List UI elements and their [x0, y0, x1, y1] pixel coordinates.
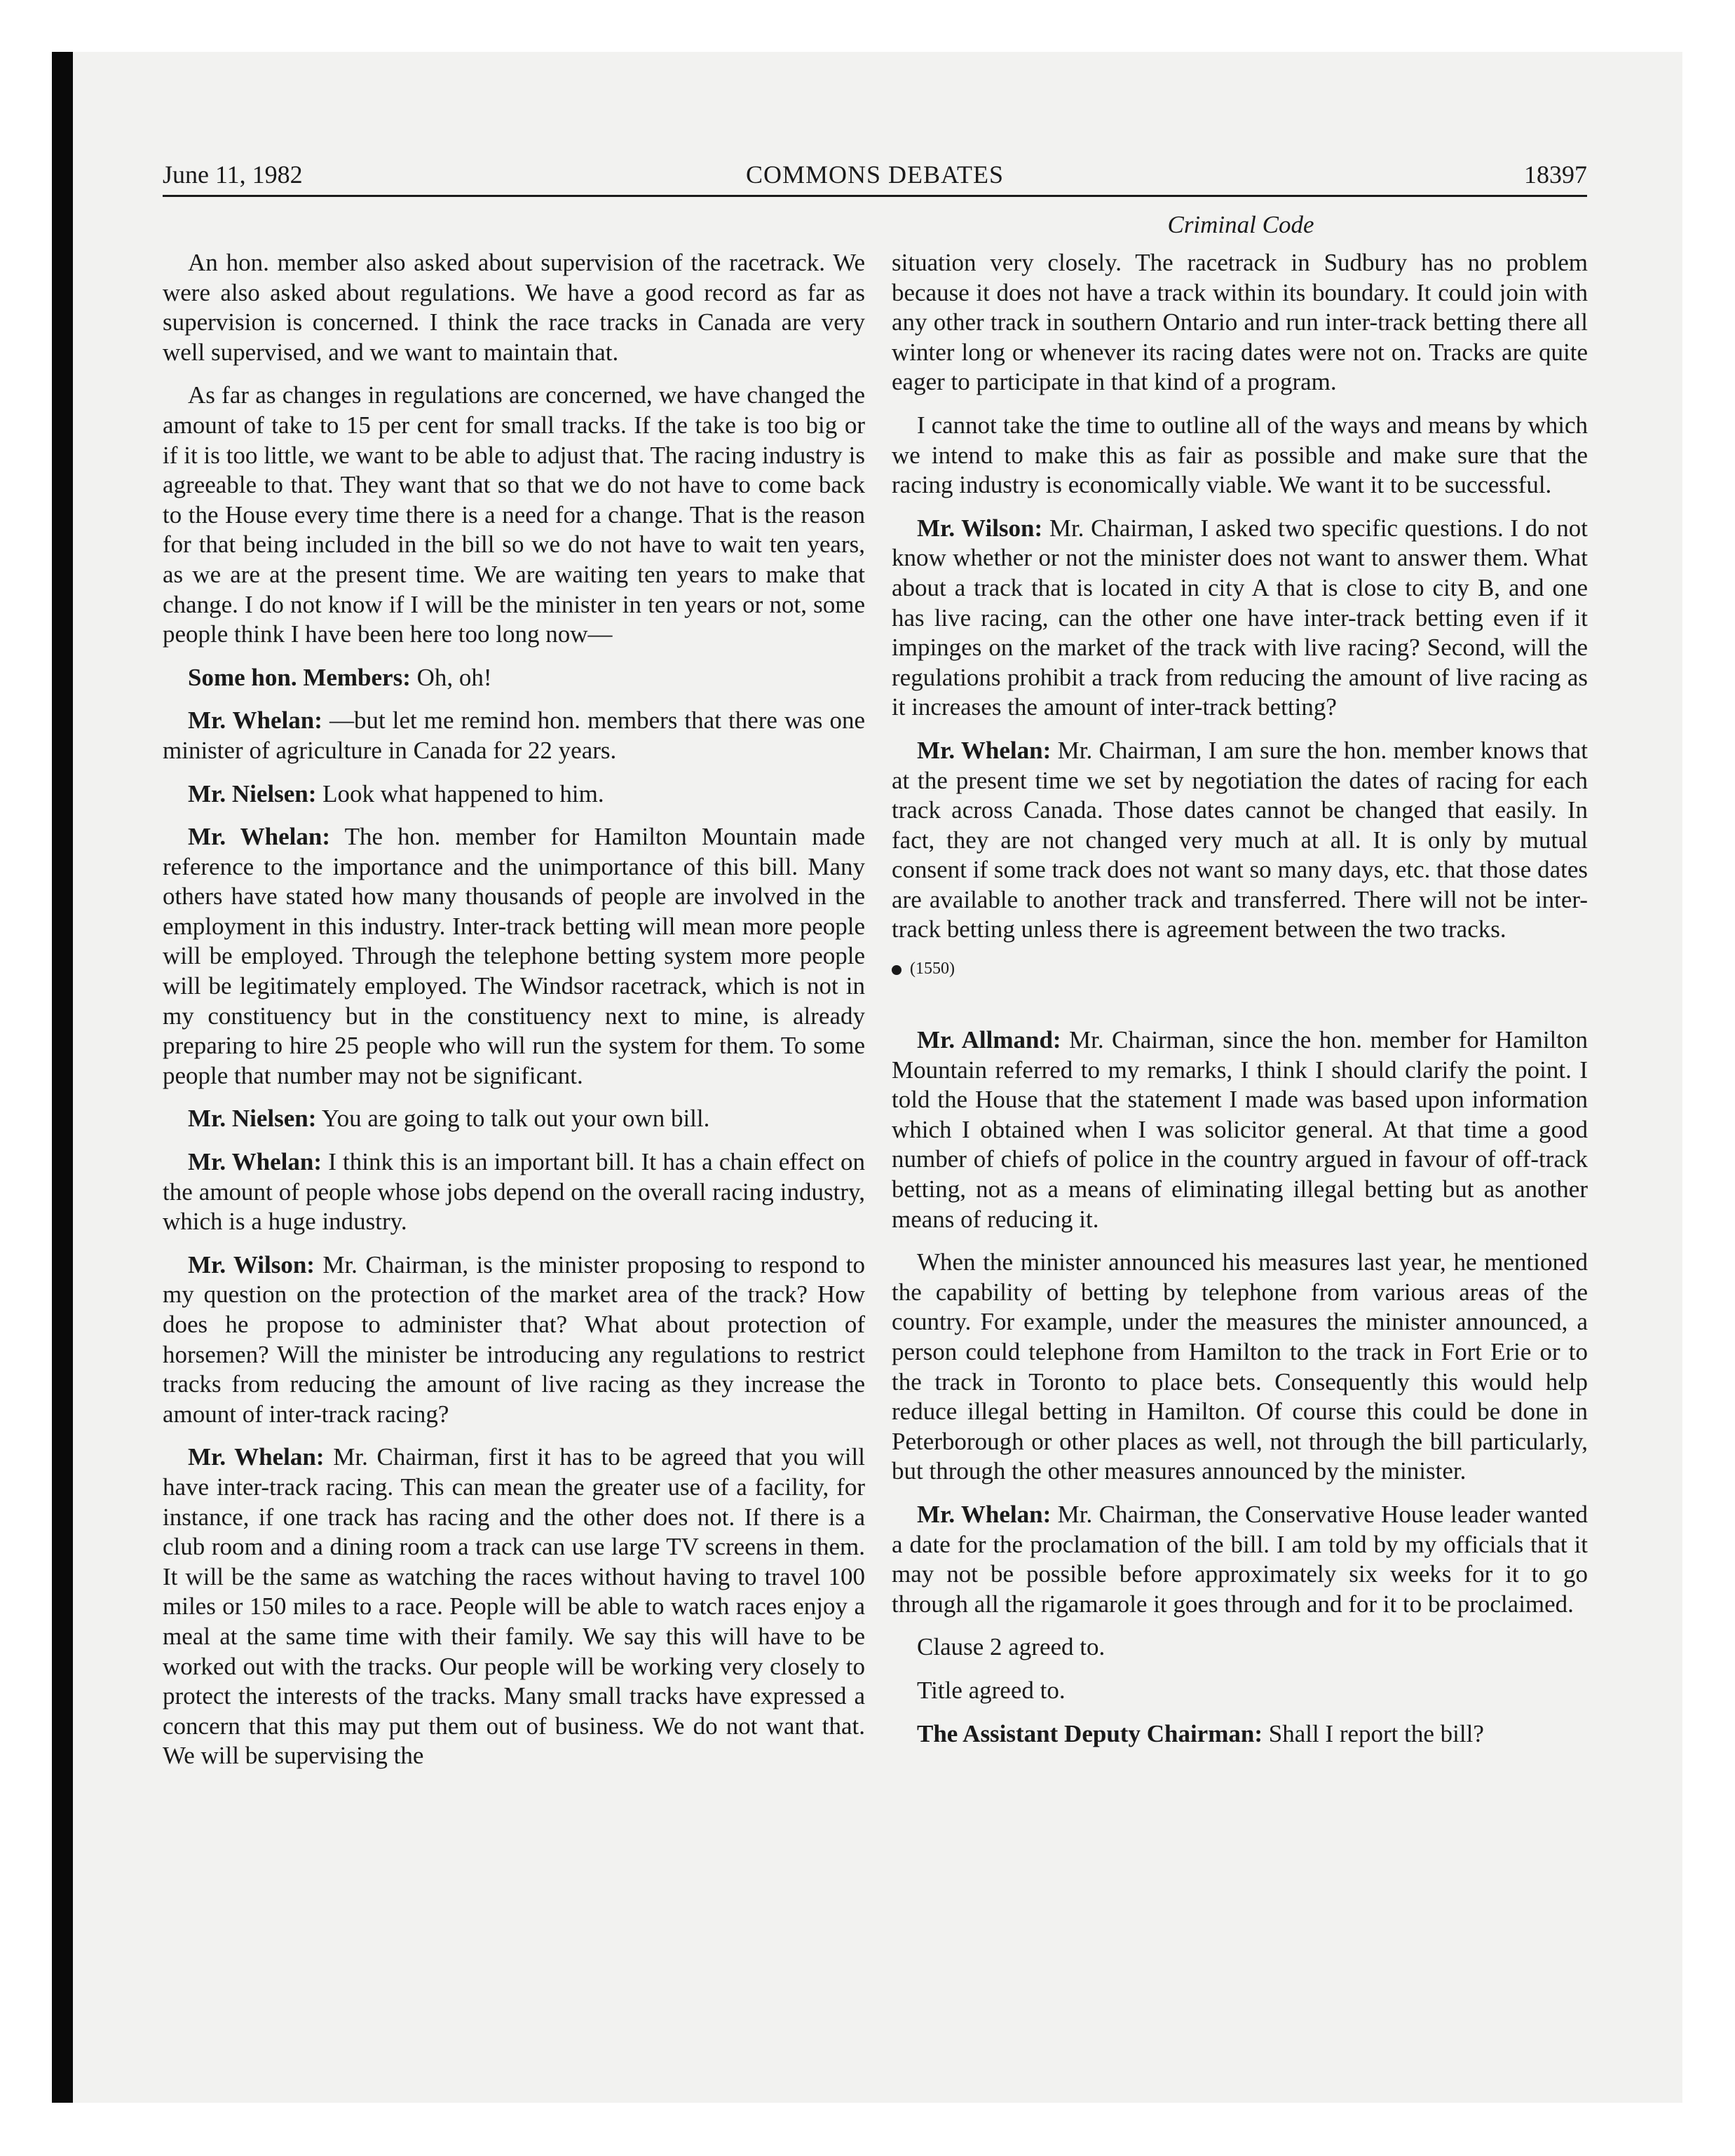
paragraph: As far as changes in regulations are concerned, we have changed the amount of take to 15 per cent for small tracks. If the take is too big or if it is too little, we want to be able to adjust that. The racing industry is agreeable to that. They want that so that we do not have to come back to the House every time there is a need for a change. That is the reason for that being included in the bill so we do not have to wait ten years, as we are at the present time. We are waiting ten years to make that change. I do not know if I will be the minister in ten years or not, some people think I have been here too long now—: [163, 381, 865, 648]
speech-text: Shall I report the bill?: [1262, 1719, 1484, 1747]
speech: [163, 663, 865, 693]
speaker-name: Mr. Wilson:: [188, 1250, 315, 1278]
scan-binding-edge: [52, 52, 73, 2103]
paragraph: Title agreed to.: [917, 1676, 1066, 1704]
speech-text: Mr. Chairman, I am sure the hon. member knows that at the present time we set by negotiation the dates of racing for each track across Canada. Those dates cannot be changed that easily. In fact, they are not changed very much at all. It is only by mutual consent if some track does not want so many days, etc. that those dates are available to another track and transferred. There will not be inter-track betting unless there is agreement between the two tracks.: [892, 736, 1588, 943]
speaker-name: Mr. Whelan:: [188, 1148, 322, 1176]
speech: [892, 1500, 1588, 1619]
speech: [163, 779, 865, 810]
speaker-name: Mr. Whelan:: [188, 823, 331, 851]
paragraph: Clause 2 agreed to.: [917, 1633, 1105, 1661]
speech-text: I think this is an important bill. It has a chain effect on the amount of people whose jobs depend on the overall racing industry, which is a huge industry.: [163, 1148, 865, 1236]
speech: [163, 1250, 865, 1430]
time-marker: [892, 958, 1588, 979]
speech-text: Look what happened to him.: [316, 779, 604, 807]
speech-text: Mr. Chairman, the Conservative House leader wanted a date for the proclamation of the bill. I am told by my officials that it may not be possible before approximately six weeks for it to go through all the rigamarole it goes through and for it to be proclaimed.: [892, 1500, 1588, 1618]
paragraph: An hon. member also asked about supervision of the racetrack. We were also asked about regulations. We have a good record as far as supervision is concerned. I think the race tracks in Canada are very well supervised, and we want to maintain that.: [163, 249, 865, 366]
speech: [163, 1147, 865, 1237]
speech: [163, 1104, 865, 1134]
speech: [892, 1719, 1588, 1749]
running-head: [163, 156, 1587, 197]
speech-text: You are going to talk out your own bill.: [316, 1105, 710, 1133]
paragraph: situation very closely. The racetrack in Sudbury has no problem because it does not have a track within its boundary. It could join with any other track in southern Ontario and run inter-track betting there all winter long or whenever its racing dates were not on. Tracks are quite eager to participate in that kind of a program.: [892, 249, 1588, 396]
speaker-name: Mr. Whelan:: [917, 1500, 1052, 1528]
left-column: [163, 248, 865, 1785]
paragraph: When the minister announced his measures last year, he mentioned the capability of betting by telephone from various areas of the country. For example, under the measures the minister announced, a person could telephone from Hamilton to the track in Fort Erie or to the track in Toronto to place bets. Consequently this would help reduce illegal betting in Hamilton. Of course this could be done in Peterborough or other places as well, not through the bill particularly, but through the other measures announced by the minister.: [892, 1248, 1588, 1485]
speaker-name: Mr. Whelan:: [188, 1443, 325, 1471]
speaker-name: The Assistant Deputy Chairman:: [917, 1719, 1263, 1747]
speech: [163, 822, 865, 1091]
header-publication: COMMONS DEBATES: [745, 161, 1005, 189]
header-date: June 11, 1982: [163, 161, 303, 189]
time-marker-text: (1550): [910, 960, 955, 978]
speaker-name: Mr. Whelan:: [917, 736, 1052, 764]
speaker-name: Mr. Whelan:: [188, 707, 322, 735]
right-column: [892, 248, 1588, 1762]
speech: [163, 1442, 865, 1771]
speaker-name: Mr. Nielsen:: [188, 779, 317, 807]
paragraph: I cannot take the time to outline all of the ways and means by which we intend to make this as fair as possible and make sure that the racing industry is economically viable. We want it to be successful.: [892, 411, 1588, 499]
speech-text: Mr. Chairman, first it has to be agreed that you will have inter-track racing. This can mean the greater use of a facility, for instance, if one track has racing and the other does not. If there is a club room and a dining room a track can use large TV screens in them. It will be the same as watching the races without having to travel 100 miles or 150 miles to a race. People will be able to watch races enjoy a meal at the same time with their family. We say this will have to be worked out with the tracks. Our people will be working very closely to protect the interests of the tracks. Many small tracks have expressed a concern that this may put them out of business. We do not want that. We will be supervising the: [163, 1443, 866, 1770]
bullet-icon: [892, 965, 901, 975]
speech: [163, 706, 865, 765]
speaker-name: Some hon. Members:: [188, 663, 411, 691]
section-title: Criminal Code: [1167, 211, 1314, 238]
speech-text: Mr. Chairman, is the minister proposing to respond to my question on the protection of the market area of the track? How does he propose to administer that? What about protection of horsemen? Will the minister be introducing any regulations to restrict tracks from reducing the amount of live racing as they increase the amount of inter-track racing?: [163, 1250, 865, 1428]
speaker-name: Mr. Nielsen:: [188, 1105, 317, 1133]
speech: [892, 1025, 1588, 1234]
speech-text: The hon. member for Hamilton Mountain made reference to the importance and the unimportance of this bill. Many others have stated how many thousands of people are involved in the employment in this industry. Inter-track betting will mean more people will be employed. Through the telephone betting system more people will be legitimately employed. The Windsor racetrack, which is not in my constituency but in the constituency next to mine, is already preparing to hire 25 people who will run the system for them. To some people that number may not be significant.: [163, 823, 865, 1089]
speech: [892, 514, 1588, 723]
speech-text: —but let me remind hon. members that there was one minister of agriculture in Canada for 22 years.: [163, 707, 866, 764]
speaker-name: Mr. Wilson:: [917, 514, 1043, 542]
header-page-number: 18397: [1524, 161, 1587, 189]
speech: [892, 736, 1588, 945]
speech-text: Mr. Chairman, I asked two specific questions. I do not know whether or not the minister does not want to answer them. What about a track that is located in city A that is close to city B, and one has live racing, can the other one have inter-track betting even if it impinges on the market of the track with live racing? Second, will the regulations prohibit a track from reducing the amount of live racing as it increases the amount of inter-track betting?: [892, 514, 1588, 721]
speech-text: Mr. Chairman, since the hon. member for Hamilton Mountain referred to my remarks, I think I should clarify the point. I told the House that the statement I made was based upon information which I obtained when I was solicitor general. At that time a good number of chiefs of police in the country argued in favour of off-track betting, not as a means of eliminating illegal betting but as another means of reducing it.: [892, 1026, 1588, 1233]
speech-text: Oh, oh!: [410, 663, 492, 691]
speaker-name: Mr. Allmand:: [917, 1026, 1061, 1054]
